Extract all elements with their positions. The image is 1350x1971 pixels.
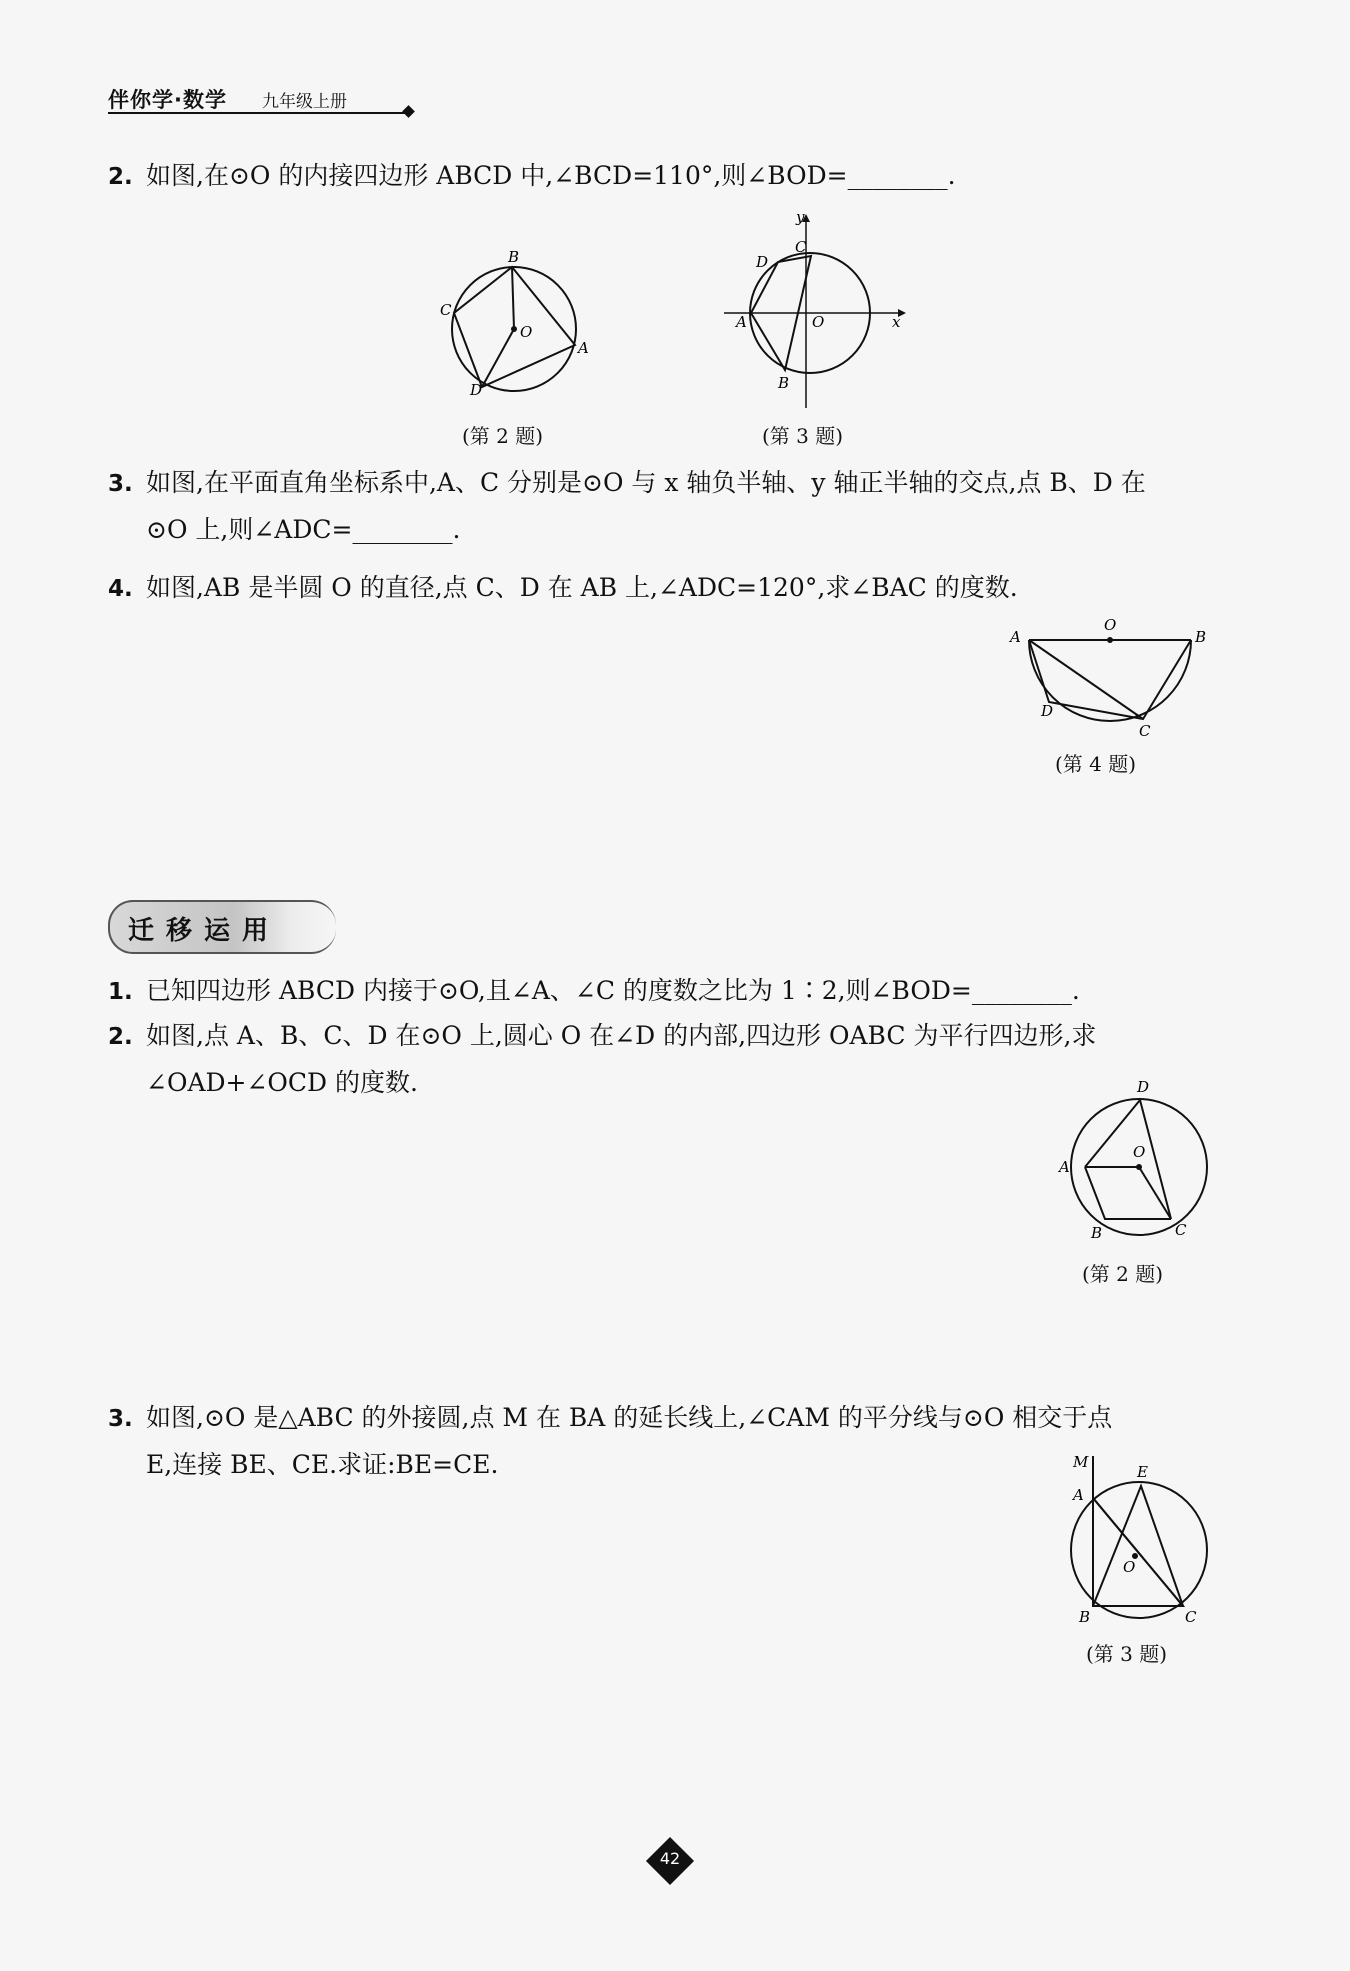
label-D: D <box>470 381 483 399</box>
label-y: y <box>796 210 805 226</box>
page-number: 42 <box>659 1849 681 1868</box>
label-D: D <box>1137 1078 1150 1096</box>
question-text: 如图,AB 是半圆 O 的直径,点 C、D 在 AB 上,∠ADC=120°,求∠BAC 的度数. <box>146 573 1018 602</box>
label-O: O <box>1133 1143 1146 1161</box>
caption-fig2: (第 2 题) <box>462 424 544 448</box>
question-4 <box>108 565 1248 612</box>
label-A: A <box>736 313 747 331</box>
question-number: 3. <box>108 1406 133 1432</box>
header-brand: 伴你学·数学 <box>108 88 227 112</box>
label-M: M <box>1073 1453 1089 1471</box>
header-grade: 九年级上册 <box>262 92 347 112</box>
label-C: C <box>795 238 807 256</box>
label-B: B <box>1079 1608 1091 1626</box>
label-D: D <box>1041 702 1054 720</box>
practice-question-1 <box>108 968 1248 1015</box>
label-C: C <box>1185 1608 1197 1626</box>
caption-fig4: (第 4 题) <box>1055 752 1137 776</box>
question-number: 3. <box>108 471 133 497</box>
caption-practice-fig2: (第 2 题) <box>1082 1262 1164 1286</box>
label-O: O <box>1104 616 1117 634</box>
question-text: 已知四边形 ABCD 内接于⊙O,且∠A、∠C 的度数之比为 1∶2,则∠BOD=________. <box>146 976 1080 1005</box>
page-number-badge <box>647 1838 693 1884</box>
question-3 <box>108 460 1248 553</box>
figure-q4-semicircle <box>1005 615 1220 740</box>
section-title: 迁移运用 <box>128 916 281 946</box>
question-text-line-2: ⊙O 上,则∠ADC=________. <box>146 515 461 544</box>
question-text-line-2: E,连接 BE、CE.求证:BE=CE. <box>146 1450 499 1479</box>
label-C: C <box>1139 722 1151 740</box>
label-A: A <box>578 339 589 357</box>
label-A: A <box>1059 1158 1070 1176</box>
label-E: E <box>1137 1463 1148 1481</box>
label-B: B <box>508 248 520 266</box>
question-number: 2. <box>108 1024 133 1050</box>
label-B: B <box>1195 628 1207 646</box>
section-title-badge <box>108 900 336 954</box>
label-O: O <box>520 323 533 341</box>
label-D: D <box>756 253 769 271</box>
label-O: O <box>812 313 825 331</box>
question-text-line-1: 如图,⊙O 是△ABC 的外接圆,点 M 在 BA 的延长线上,∠CAM 的平分线与⊙O 相交于点 <box>146 1403 1113 1432</box>
label-C: C <box>440 301 452 319</box>
header-diamond-icon <box>402 105 415 118</box>
label-B: B <box>1091 1224 1103 1242</box>
figure-practice-q2 <box>1055 1075 1225 1245</box>
question-text: 如图,在⊙O 的内接四边形 ABCD 中,∠BCD=110°,则∠BOD=________. <box>146 161 956 190</box>
label-C: C <box>1175 1221 1187 1239</box>
question-2 <box>108 153 1248 200</box>
label-B: B <box>778 374 790 392</box>
question-text-line-1: 如图,点 A、B、C、D 在⊙O 上,圆心 O 在∠D 的内部,四边形 OABC 为平行四边形,求 <box>146 1021 1097 1050</box>
question-text-line-1: 如图,在平面直角坐标系中,A、C 分别是⊙O 与 x 轴负半轴、y 轴正半轴的交点,点 B、D 在 <box>146 468 1146 497</box>
header-rule <box>108 112 406 114</box>
label-O: O <box>1123 1558 1136 1576</box>
question-text-line-2: ∠OAD+∠OCD 的度数. <box>146 1068 418 1097</box>
question-number: 1. <box>108 979 133 1005</box>
label-A: A <box>1073 1486 1084 1504</box>
label-x: x <box>892 313 901 331</box>
caption-practice-fig3: (第 3 题) <box>1086 1642 1168 1666</box>
label-A: A <box>1010 628 1021 646</box>
caption-fig3: (第 3 题) <box>762 424 844 448</box>
question-number: 2. <box>108 164 133 190</box>
figure-q3-coordinate-circle <box>718 210 908 410</box>
figure-q2-inscribed-quadrilateral <box>430 245 600 405</box>
question-number: 4. <box>108 576 133 602</box>
running-header <box>108 82 418 118</box>
figure-practice-q3 <box>1055 1448 1225 1628</box>
